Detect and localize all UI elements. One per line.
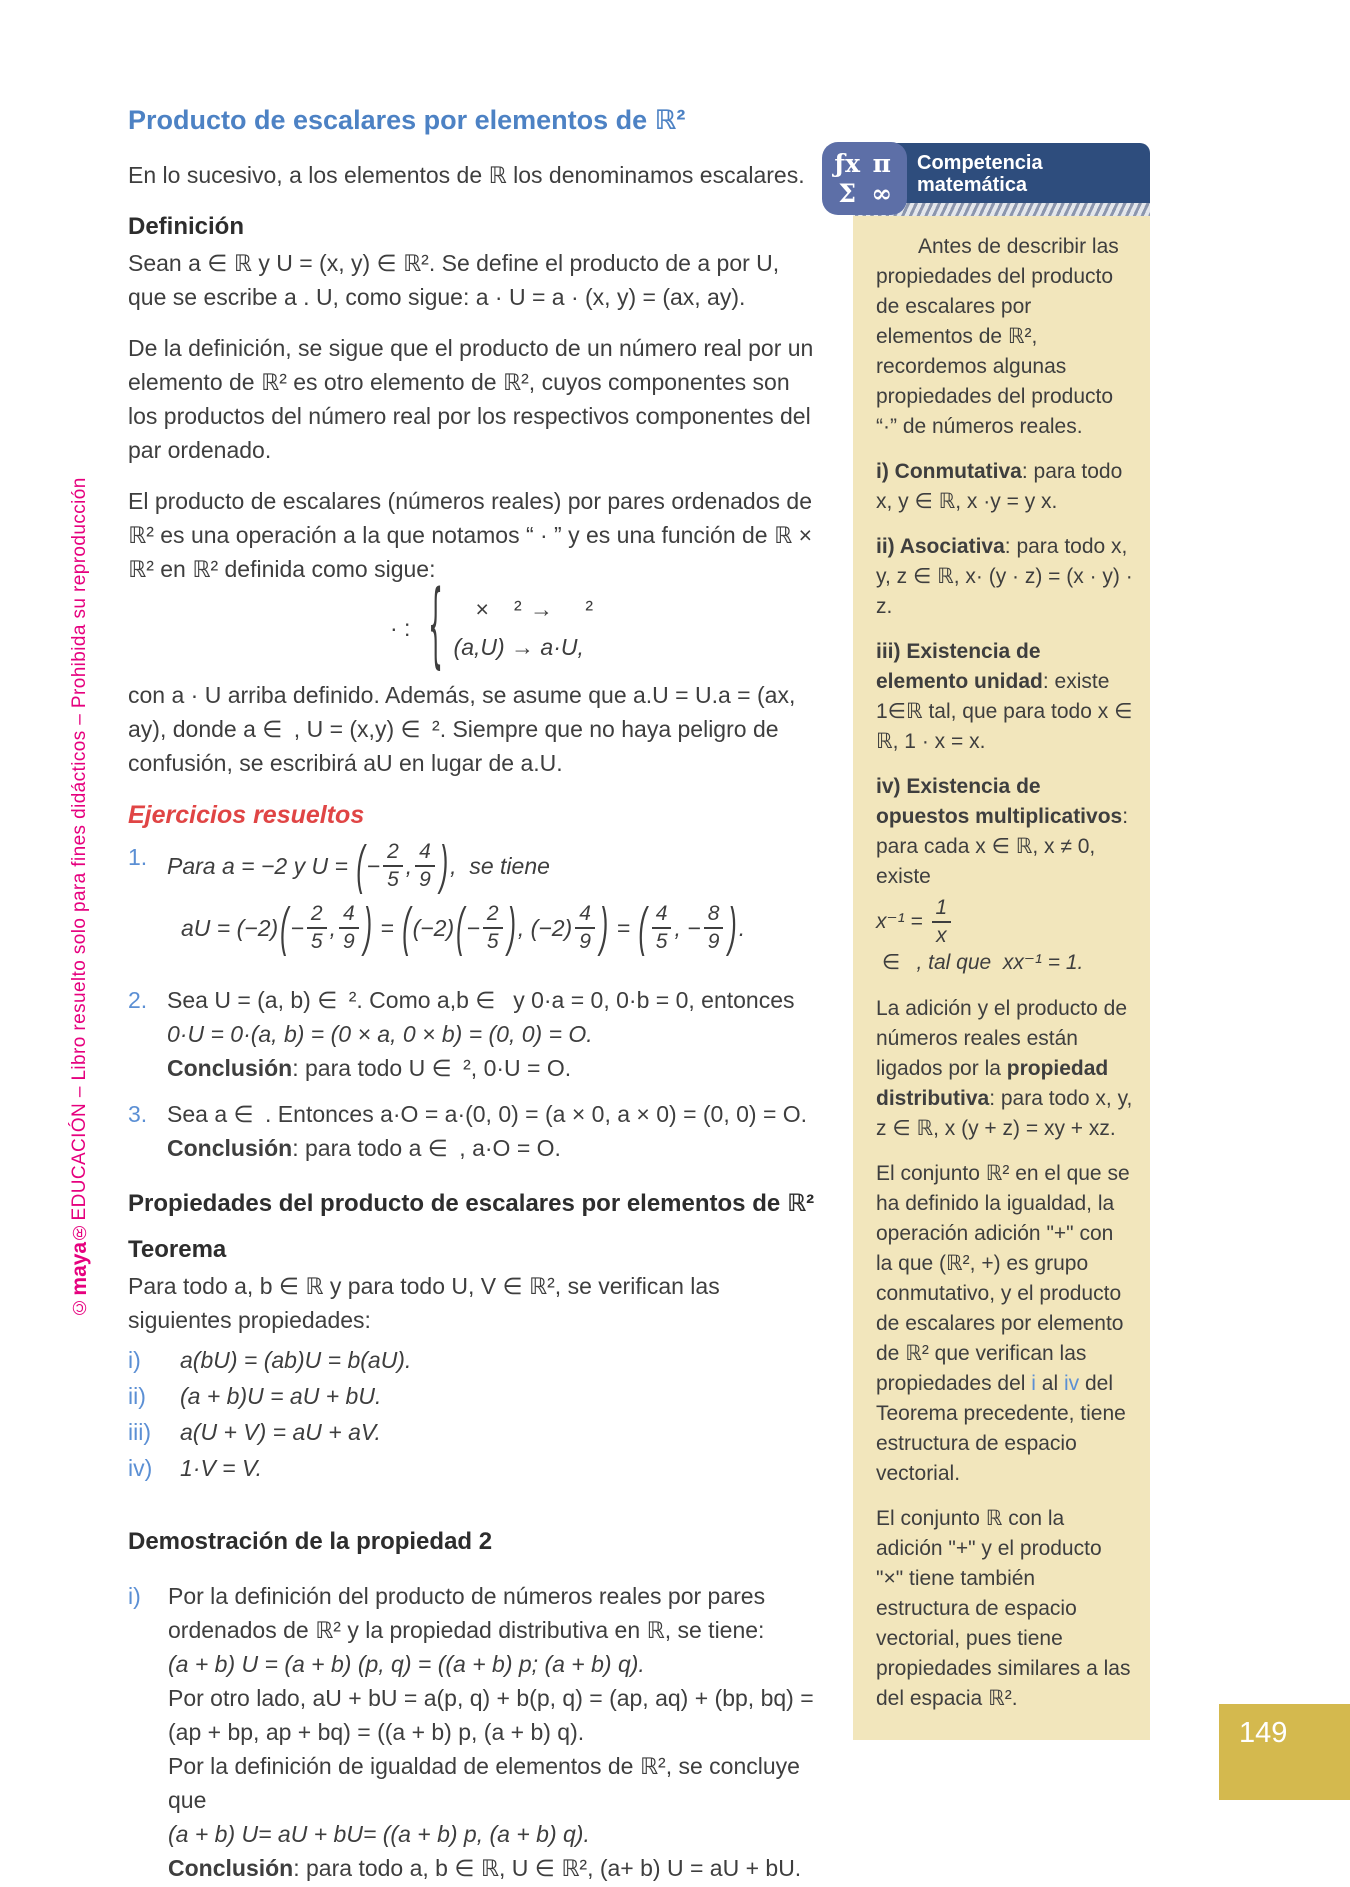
exercise-1-content bbox=[167, 836, 822, 971]
formula-text: aU = (−2) bbox=[181, 915, 279, 942]
big-paren: ) bbox=[599, 898, 609, 959]
prop-label: iv) Existencia de opuestos multiplicativos bbox=[876, 775, 1123, 828]
exercise-3-conclusion bbox=[167, 1131, 822, 1165]
inverse-formula bbox=[876, 896, 1133, 978]
big-paren: ) bbox=[728, 898, 737, 959]
conclusion-text: : para todo a ∈ , a·O = O. bbox=[292, 1134, 561, 1161]
exercise-2-line-1: Sea U = (a, b) ∈ ². Como a,b ∈ y 0·a = 0, 0·b = 0, entonces bbox=[167, 986, 795, 1013]
properties-heading: Propiedades del producto de escalares por elementos de ℝ² bbox=[128, 1189, 815, 1217]
sidebar-header-line2: matemática bbox=[917, 174, 1028, 196]
formula-text: , (−2) bbox=[517, 915, 573, 942]
property-ii-text: (a + b)U = aU + bU. bbox=[180, 1382, 382, 1409]
big-paren: ( bbox=[280, 898, 289, 959]
proof-conclusion bbox=[168, 1851, 822, 1885]
fraction: $\frac{1}{x}$ bbox=[932, 896, 952, 948]
math-competence-icon bbox=[822, 142, 907, 215]
sidebar-vector-space bbox=[876, 1159, 1133, 1489]
intro-paragraph: En lo sucesivo, a los elementos de ℝ los denominamos escalares. bbox=[128, 162, 805, 188]
distributive-pre: La adición y el producto de números reales están ligados por la bbox=[876, 997, 1128, 1081]
exercise-3-line-1: Sea a ∈ . Entonces a·O = a·(0, 0) = (a × 0, a × 0) = (0, 0) = O. bbox=[167, 1100, 808, 1127]
exercise-3-number: 3. bbox=[128, 1100, 148, 1127]
competence-sidebar bbox=[834, 143, 1150, 1740]
property-ref-i: i bbox=[1031, 1372, 1036, 1396]
copyright-text: ®EDUCACIÓN – Libro resuelto solo para fines didácticos – Prohibida su reproducción bbox=[69, 477, 90, 1242]
prop-label: i) Conmutativa bbox=[876, 460, 1022, 483]
big-paren: ( bbox=[402, 898, 411, 959]
assume-paragraph: con a · U arriba definido. Además, se asume que a.U = U.a = (ax, ay), donde a ∈ , U = (x,y) ∈ ². Siempre que no haya peligro de confusión, se escribirá aU en lugar de a.U. bbox=[128, 682, 796, 776]
big-paren: ) bbox=[507, 898, 516, 959]
prop-text: : existe 1∈ℝ tal, que para todo x ∈ ℝ, 1 · x = x. bbox=[876, 670, 1133, 753]
formula-text: = bbox=[374, 915, 401, 942]
conclusion-text: : para todo U ∈ ², 0·U = O. bbox=[292, 1054, 572, 1081]
formula-text: x⁻¹ = bbox=[876, 910, 929, 934]
proof-line-2: (a + b) U = (a + b) (p, q) = ((a + b) p; (a + b) q). bbox=[168, 1650, 645, 1677]
exercise-2-number: 2. bbox=[128, 986, 148, 1013]
proof-marker: i) bbox=[128, 1582, 141, 1609]
property-ref-iv: iv bbox=[1063, 1372, 1080, 1396]
sidebar-intro: Antes de describir las propiedades del producto de escalares por elementos de ℝ², recordemos algunas propiedades del producto “·” de números reales. bbox=[876, 235, 1119, 438]
property-iv-marker: iv) bbox=[128, 1454, 153, 1481]
sidebar-prop-unidad bbox=[876, 637, 1133, 757]
property-iii-marker: iii) bbox=[128, 1418, 151, 1445]
formula-text: , bbox=[329, 915, 336, 942]
vector-space-pre: El conjunto ℝ² en el que se ha definido la igualdad, la operación adición "+" con la que (ℝ², +) es grupo conmutativo, y el producto de escalares por elemento de ℝ² que verifican las propiedades del bbox=[876, 1162, 1130, 1396]
sidebar-prop-asociativa bbox=[876, 532, 1133, 622]
prop-text: : para todo x, y, z ∈ ℝ, x· (y · z) = (x · y) · z. bbox=[876, 535, 1133, 618]
formula-text: (−2) bbox=[412, 915, 455, 942]
prop-label: iii) Existencia de elemento unidad bbox=[876, 640, 1043, 693]
fraction: $\frac{8}{9}$ bbox=[704, 902, 724, 954]
sidebar-r-space: El conjunto ℝ con la adición "+" y el producto "×" tiene también estructura de espacio vectorial, pues tiene propiedades similares a las del espacia ℝ². bbox=[876, 1507, 1131, 1711]
exercise-1-lead-formula bbox=[167, 836, 822, 897]
page-number: 149 bbox=[1239, 1717, 1288, 1749]
theorem-intro: Para todo a, b ∈ ℝ y para todo U, V ∈ ℝ², se verifican las siguientes propiedades: bbox=[128, 1272, 720, 1333]
sidebar-body bbox=[853, 216, 1150, 1740]
fraction: $\frac{2}{5}$ bbox=[483, 902, 503, 954]
fraction: $\frac{2}{5}$ bbox=[383, 840, 403, 892]
property-iii bbox=[128, 1415, 822, 1449]
proof-heading: Demostración de la propiedad 2 bbox=[128, 1527, 493, 1555]
distributive-post: : para todo x, y, z ∈ ℝ, x (y + z) = xy + xz. bbox=[876, 1087, 1133, 1141]
exercise-2-conclusion bbox=[167, 1051, 822, 1085]
proof-line-3: Por otro lado, aU + bU = a(p, q) + b(p, q) = (ap, aq) + (bp, bq) = (ap + bp, ap + bq) = ((a + b) p, (a + b) q). bbox=[168, 1684, 814, 1745]
conclusion-label: Conclusión bbox=[168, 1854, 294, 1881]
property-i-marker: i) bbox=[128, 1346, 141, 1373]
fraction: $\frac{4}{5}$ bbox=[652, 902, 672, 954]
exercise-1 bbox=[128, 836, 822, 971]
formula-text: − bbox=[290, 915, 304, 942]
page-title: Producto de escalares por elementos de ℝ² bbox=[128, 105, 686, 135]
definition-body: Sean a ∈ ℝ y U = (x, y) ∈ ℝ². Se define el producto de a por U, que se escribe a . U, como sigue: a · U = a · (x, y) = (ax, ay). bbox=[128, 250, 780, 310]
formula-text: Para a = −2 y U = bbox=[167, 853, 355, 880]
proof-content bbox=[168, 1579, 822, 1885]
main-column bbox=[128, 104, 822, 1887]
property-iii-text: a(U + V) = aU + aV. bbox=[180, 1418, 381, 1445]
exercise-2-content bbox=[167, 983, 822, 1085]
formula-text: , − bbox=[674, 915, 701, 942]
sidebar-header-line1: Competencia bbox=[917, 152, 1043, 174]
sigma-icon: Σ bbox=[838, 179, 857, 209]
property-iv bbox=[128, 1451, 822, 1485]
sidebar-prop-opuestos bbox=[876, 772, 1133, 892]
property-ii-marker: ii) bbox=[128, 1382, 146, 1409]
solved-exercises-heading: Ejercicios resueltos bbox=[128, 801, 365, 829]
fraction: $\frac{4}{9}$ bbox=[575, 902, 595, 954]
property-ii bbox=[128, 1379, 822, 1413]
proof-line-4: Por la definición de igualdad de elementos de ℝ², se concluye que bbox=[168, 1752, 800, 1813]
copyright-watermark bbox=[68, 392, 104, 1317]
big-paren: ) bbox=[439, 836, 449, 897]
big-paren: ) bbox=[363, 898, 373, 959]
big-paren: ( bbox=[456, 898, 465, 959]
pi-icon: π bbox=[872, 148, 891, 178]
fraction: $\frac{2}{5}$ bbox=[307, 902, 327, 954]
formula-text: − bbox=[466, 915, 480, 942]
fx-function-icon: ƒx bbox=[834, 148, 861, 178]
property-i bbox=[128, 1343, 822, 1377]
map-row-domain: × ² → ² bbox=[475, 596, 595, 622]
scalar-product-map-formula bbox=[390, 572, 822, 681]
formula-text: , se tiene bbox=[450, 853, 550, 880]
operation-paragraph: El producto de escalares (números reales) por pares ordenados de ℝ² es una operación a la que notamos “ · ” y es una función de ℝ × ℝ² en ℝ² definida como sigue: bbox=[128, 488, 813, 582]
property-iv-text: 1·V = V. bbox=[180, 1454, 263, 1481]
exercise-2 bbox=[128, 983, 822, 1085]
map-row-assignment: (a,U) → a·U, bbox=[453, 634, 584, 660]
exercise-2-line-2: 0·U = 0·(a, b) = (0 × a, 0 × b) = (0, 0) = O. bbox=[167, 1020, 593, 1047]
fraction: $\frac{4}{9}$ bbox=[415, 840, 435, 892]
proof-line-5: (a + b) U= aU + bU= ((a + b) p, (a + b) q). bbox=[168, 1820, 590, 1847]
definition-heading: Definición bbox=[128, 213, 245, 240]
components-paragraph: De la definición, se sigue que el producto de un número real por un elemento de ℝ² es otro elemento de ℝ², cuyos componentes son los productos del número real por los respectivos componentes del par ordenado. bbox=[128, 335, 814, 463]
formula-text: = bbox=[610, 915, 637, 942]
exercise-3 bbox=[128, 1097, 822, 1165]
theorem-heading: Teorema bbox=[128, 1235, 227, 1263]
map-rows bbox=[454, 592, 595, 664]
sidebar-prop-conmutativa bbox=[876, 457, 1133, 517]
big-paren: ( bbox=[638, 898, 647, 959]
copyright-symbol: © bbox=[69, 1295, 90, 1317]
exercise-1-number: 1. bbox=[128, 844, 148, 870]
fraction: $\frac{4}{9}$ bbox=[339, 902, 359, 954]
publisher-brand: maya bbox=[68, 1241, 91, 1296]
exercise-3-content bbox=[167, 1097, 822, 1165]
big-paren: ( bbox=[356, 836, 365, 897]
proof-line-1: Por la definición del producto de números reales por pares ordenados de ℝ² y la propiedad distributiva en ℝ, se tiene: bbox=[168, 1582, 766, 1643]
map-operator: · : bbox=[390, 615, 411, 641]
property-i-text: a(bU) = (ab)U = b(aU). bbox=[180, 1346, 412, 1373]
conclusion-label: Conclusión bbox=[167, 1134, 293, 1161]
prop-text: : para todo x, y ∈ ℝ, x ·y = y x. bbox=[876, 460, 1123, 513]
vector-space-post: del Teorema precedente, tiene estructura de espacio vectorial. bbox=[876, 1372, 1126, 1486]
formula-text: − bbox=[366, 853, 381, 880]
page-number-tab bbox=[1219, 1704, 1350, 1800]
sidebar-distributive bbox=[876, 994, 1133, 1144]
prop-label: ii) Asociativa bbox=[876, 535, 1005, 558]
distributive-bold: propiedad distributiva bbox=[876, 1057, 1109, 1111]
proof-item bbox=[128, 1579, 822, 1885]
infinity-icon: ∞ bbox=[871, 179, 893, 209]
formula-text: . bbox=[738, 915, 746, 942]
conclusion-label: Conclusión bbox=[167, 1054, 293, 1081]
prop-text: : para cada x ∈ ℝ, x ≠ 0, existe bbox=[876, 805, 1129, 888]
exercise-1-result-formula bbox=[181, 898, 822, 959]
brace-glyph: { bbox=[428, 572, 444, 681]
vector-space-mid: al bbox=[1035, 1372, 1064, 1396]
formula-text: ∈ , tal que xx⁻¹ = 1. bbox=[876, 951, 1084, 975]
conclusion-text: : para todo a, b ∈ ℝ, U ∈ ℝ², (a+ b) U = aU + bU. bbox=[293, 1854, 802, 1881]
formula-text: , bbox=[405, 853, 413, 880]
